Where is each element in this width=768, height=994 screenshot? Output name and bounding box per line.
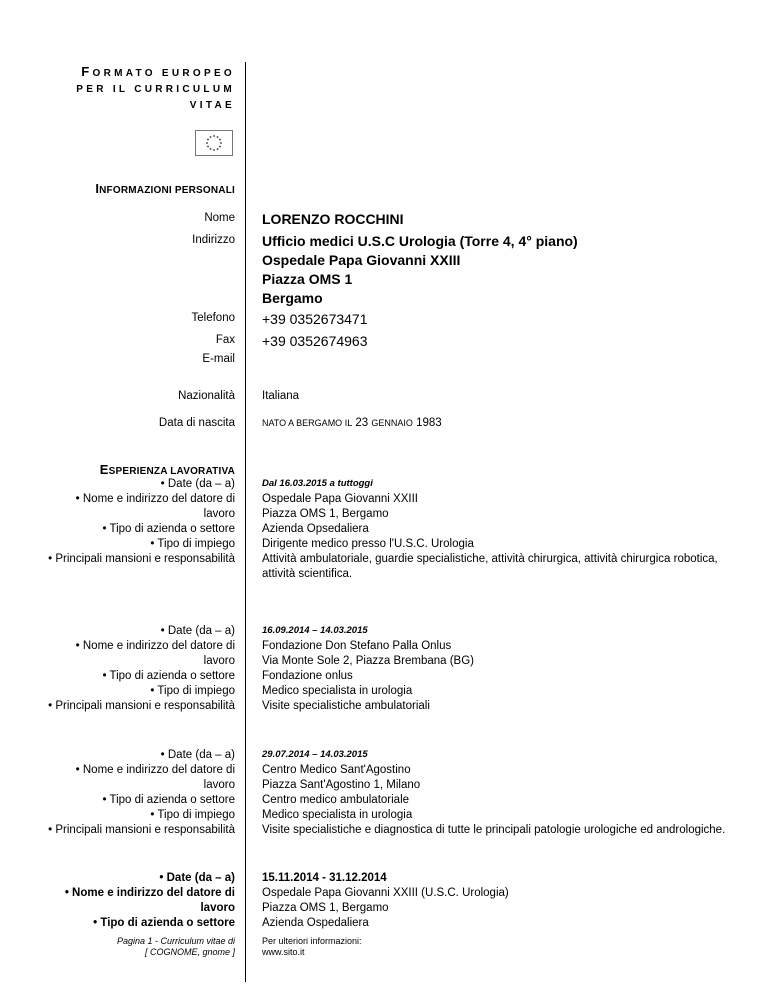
entry-4-details [262, 871, 732, 931]
entry-2-address: Via Monte Sole 2, Piazza Brembana (BG) [262, 655, 475, 667]
label-employer: • Nome e indirizzo del datore di [64, 887, 235, 899]
entry-3-tipo-impiego: Medico specialista in urologia [262, 809, 413, 821]
footer-more-info-label: Per ulteriori informazioni: [262, 936, 362, 946]
birth-month: GENNAIO [371, 418, 413, 428]
label-mansioni: • Principali mansioni e responsabilità [48, 700, 235, 712]
cv-title-line-1: FORMATO EUROPEO [81, 64, 235, 79]
label-date: • Date (da – a) [160, 478, 235, 490]
entry-4-date: 15.11.2014 - 31.12.2014 [262, 872, 387, 884]
footer-page-label: Pagina 1 - Curriculum vitae di [116, 936, 235, 946]
label-date: • Date (da – a) [160, 749, 235, 761]
footer-name-placeholder: [ COGNOME, gnome ] [144, 947, 235, 957]
entry-2-labels [45, 624, 235, 714]
entry-3-employer: Centro Medico Sant'Agostino [262, 764, 411, 776]
entry-2-tipo-azienda: Fondazione onlus [262, 670, 353, 682]
entry-1-mansioni: Attività ambulatoriale, guardie specialistiche, attività chirurgica, attività chirurgica robotica, [262, 553, 718, 565]
footer-website: www.sito.it [262, 947, 305, 957]
birth-prefix: NATO A BERGAMO IL [262, 418, 353, 428]
entry-1-tipo-impiego: Dirigente medico presso l'U.S.C. Urologia [262, 538, 474, 550]
value-indirizzo-line-1: Ufficio medici U.S.C Urologia (Torre 4, 4° piano) [262, 233, 578, 249]
cv-title-line-3: VITAE [189, 100, 235, 111]
birth-day: 23 [355, 417, 369, 429]
value-indirizzo-line-2: Ospedale Papa Giovanni XXIII [262, 252, 461, 268]
eu-flag-icon [195, 130, 233, 156]
footer-page-info [117, 936, 235, 958]
label-nazionalita: Nazionalità [178, 390, 235, 402]
label-employer: • Nome e indirizzo del datore di [75, 640, 235, 652]
cv-title [76, 64, 235, 114]
section-experience: ESPERIENZA LAVORATIVA [99, 462, 235, 477]
entry-3-date: 29.07.2014 – 14.03.2015 [262, 749, 368, 760]
entry-2-date: 16.09.2014 – 14.03.2015 [262, 625, 368, 636]
column-divider [245, 62, 246, 982]
value-indirizzo-line-3: Piazza OMS 1 [262, 271, 353, 287]
entry-3-address: Piazza Sant'Agostino 1, Milano [262, 779, 421, 791]
label-employer-cont: lavoro [203, 508, 235, 520]
label-email: E-mail [202, 353, 235, 365]
label-nome: Nome [204, 212, 235, 224]
label-mansioni: • Principali mansioni e responsabilità [48, 553, 235, 565]
entry-1-employer: Ospedale Papa Giovanni XXIII [262, 493, 418, 505]
label-tipo-impiego: • Tipo di impiego [150, 685, 235, 697]
entry-1-date: Dal 16.03.2015 a tuttoggi [262, 478, 373, 489]
entry-1-details [262, 492, 732, 582]
label-tipo-impiego: • Tipo di impiego [150, 538, 235, 550]
label-employer-cont: lavoro [200, 902, 235, 914]
entry-1-mansioni-cont: attività scientifica. [262, 568, 353, 580]
label-fax: Fax [215, 334, 235, 346]
value-telefono: +39 0352673471 [262, 311, 368, 327]
value-indirizzo-line-4: Bergamo [262, 290, 323, 306]
label-date: • Date (da – a) [159, 872, 235, 884]
value-nome: LORENZO ROCCHINI [262, 211, 404, 227]
entry-3-labels [45, 748, 235, 838]
label-tipo-azienda: • Tipo di azienda o settore [102, 670, 235, 682]
label-employer: • Nome e indirizzo del datore di [75, 764, 235, 776]
label-telefono: Telefono [191, 312, 235, 324]
entry-2-details [262, 639, 732, 714]
label-employer: • Nome e indirizzo del datore di [75, 493, 235, 505]
entry-4-tipo-azienda: Azienda Ospedaliera [262, 917, 369, 929]
footer-more-info [262, 936, 362, 958]
label-date: • Date (da – a) [160, 625, 235, 637]
entry-4-address: Piazza OMS 1, Bergamo [262, 902, 389, 914]
entry-3-mansioni: Visite specialistiche e diagnostica di tutte le principali patologie urologiche ed andrologiche. [262, 824, 726, 836]
entry-4-labels [45, 871, 235, 931]
entry-4-employer: Ospedale Papa Giovanni XXIII (U.S.C. Urologia) [262, 887, 509, 899]
label-tipo-azienda: • Tipo di azienda o settore [93, 917, 235, 929]
value-fax: +39 0352674963 [262, 333, 368, 349]
label-tipo-azienda: • Tipo di azienda o settore [102, 794, 235, 806]
entry-1-tipo-azienda: Azienda Opsedaliera [262, 523, 369, 535]
entry-3-tipo-azienda: Centro medico ambulatoriale [262, 794, 410, 806]
section-personal-info: INFORMAZIONI PERSONALI [95, 181, 235, 196]
label-employer-cont: lavoro [203, 779, 235, 791]
label-indirizzo: Indirizzo [192, 234, 235, 246]
entry-2-mansioni: Visite specialistiche ambulatoriali [262, 700, 430, 712]
value-data-nascita [262, 416, 732, 431]
label-tipo-azienda: • Tipo di azienda o settore [102, 523, 235, 535]
label-employer-cont: lavoro [203, 655, 235, 667]
entry-3-details [262, 763, 732, 838]
cv-title-line-2: PER IL CURRICULUM [76, 84, 235, 95]
value-nazionalita: Italiana [262, 390, 300, 402]
entry-2-employer: Fondazione Don Stefano Palla Onlus [262, 640, 452, 652]
entry-1-address: Piazza OMS 1, Bergamo [262, 508, 389, 520]
birth-year: 1983 [416, 417, 442, 429]
entry-2-tipo-impiego: Medico specialista in urologia [262, 685, 413, 697]
label-mansioni: • Principali mansioni e responsabilità [48, 824, 235, 836]
label-tipo-impiego: • Tipo di impiego [150, 809, 235, 821]
label-data-nascita: Data di nascita [158, 417, 235, 429]
entry-1-labels [45, 477, 235, 567]
